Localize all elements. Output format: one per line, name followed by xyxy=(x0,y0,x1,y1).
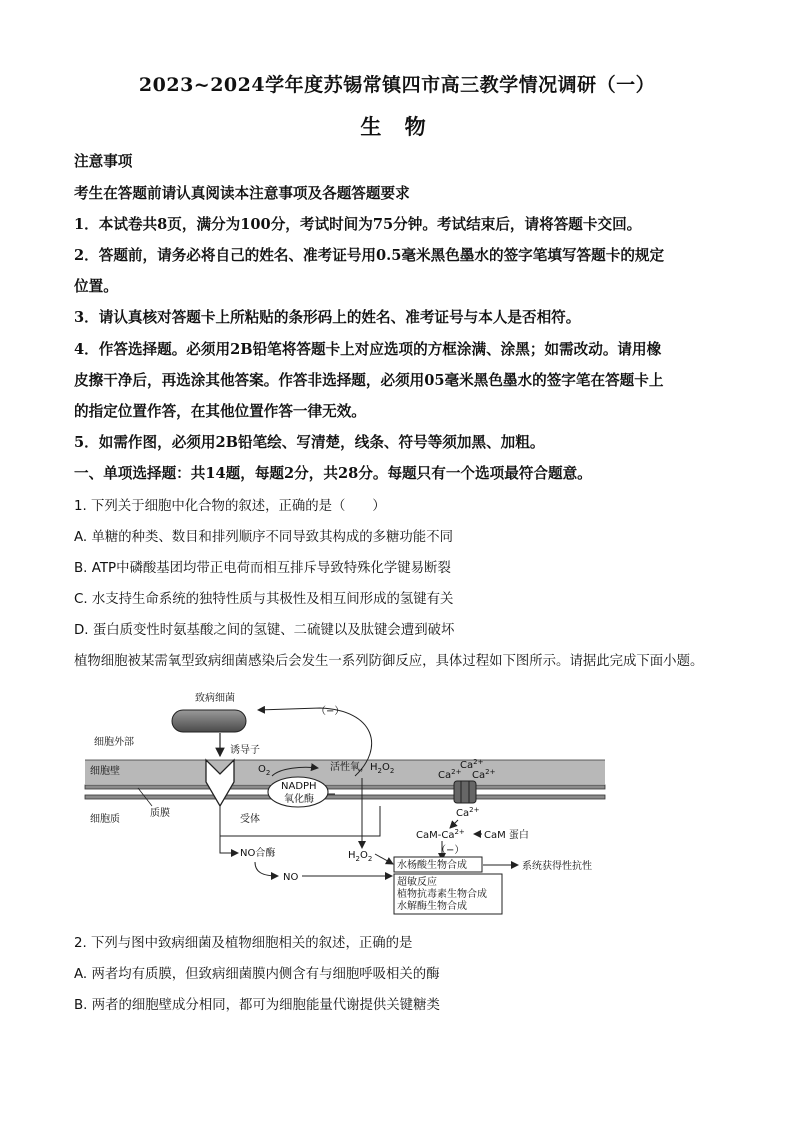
ca-top-label: $Ca^{2+}$ xyxy=(460,758,484,771)
question-1-option-b: B. ATP中磷酸基团均带正电荷而相互排斥导致特殊化学键易断裂 xyxy=(74,561,451,576)
hydrolase-label: 水解酶生物合成 xyxy=(397,901,467,912)
phytoalexin-label: 植物抗毒素生物合成 xyxy=(397,889,487,900)
notice-item: 4．作答选择题。必须用2B铅笔将答题卡上对应选项的方框涂满、涂黑；如需改动。请用橡 xyxy=(74,341,662,358)
notice-item: 3．请认真核对答题卡上所粘贴的条形码上的姓名、准考证号与本人是否相符。 xyxy=(74,309,581,326)
section-heading: 一、单项选择题：共14题，每题2分，共28分。每题只有一个选项最符合题意。 xyxy=(74,465,592,482)
exam-title: 2023~2024学年度苏锡常镇四市高三教学情况调研（一） xyxy=(138,74,656,96)
feedback-label: （−） xyxy=(316,706,345,717)
cam-ca-label: CaM-$Ca^{2+}$ xyxy=(416,828,465,841)
hr-label: 超敏反应 xyxy=(397,877,437,888)
nadph-label: NADPH xyxy=(281,781,317,792)
question-1-option-c: C. 水支持生命系统的独特性质与其极性及相互间形成的氢键有关 xyxy=(74,592,454,607)
h2o2-label: $H_2O_2$ xyxy=(348,850,373,863)
o2-label: $O_2$ xyxy=(258,764,271,777)
question-1-option-a: A. 单糖的种类、数目和排列顺序不同导致其构成的多糖功能不同 xyxy=(74,530,453,545)
membrane-label: 质膜 xyxy=(150,808,170,819)
ca-bottom-label: $Ca^{2+}$ xyxy=(456,806,480,819)
notice-item: 的指定位置作答，在其他位置作答一律无效。 xyxy=(74,403,366,420)
notice-item: 1．本试卷共8页，满分为100分，考试时间为75分钟。考试结束后，请将答题卡交回。 xyxy=(74,216,642,233)
calcium-channel-icon xyxy=(454,781,476,803)
question-1-option-d: D. 蛋白质变性时氨基酸之间的氢键、二硫键以及肽键会遭到破坏 xyxy=(74,623,455,638)
defense-pathway-diagram xyxy=(80,688,620,918)
ca-left-label: $Ca^{2+}$ xyxy=(438,768,462,781)
inhibit-label: （−） xyxy=(436,845,465,856)
cell-wall-label: 细胞壁 xyxy=(90,766,120,777)
subject-title: 生 物 xyxy=(360,114,434,139)
question-2-option-b: B. 两者的细胞壁成分相同，都可为细胞能量代谢提供关键糖类 xyxy=(74,998,440,1013)
notice-item: 皮擦干净后，再选涂其他答案。作答非选择题，必须用05毫米黑色墨水的签字笔在答题卡上 xyxy=(74,372,664,389)
context-paragraph: 植物细胞被某需氧型致病细菌感染后会发生一系列防御反应，具体过程如下图所示。请据此完成下面小题。 xyxy=(74,654,704,669)
bacterium-icon xyxy=(172,710,246,732)
question-2-stem: 2. 下列与图中致病细菌及植物细胞相关的叙述，正确的是 xyxy=(74,936,413,951)
no-synthase-label: NO合酶 xyxy=(240,848,276,859)
question-1-stem: 1. 下列关于细胞中化合物的叙述，正确的是（ ） xyxy=(74,499,386,514)
plasma-membrane-outer xyxy=(85,785,605,789)
notice-item: 2．答题前，请务必将自己的姓名、准考证号用0.5毫米黑色墨水的签字笔填写答题卡的规定 xyxy=(74,247,665,264)
ca-right-label: $Ca^{2+}$ xyxy=(472,768,496,781)
receptor-label: 受体 xyxy=(240,814,260,825)
plasma-membrane-inner xyxy=(85,795,605,799)
sa-synthesis-label: 水杨酸生物合成 xyxy=(397,860,467,871)
ros-label: 活性氧，$H_2O_2$ xyxy=(330,762,395,775)
bacterium-label: 致病细菌 xyxy=(195,693,235,704)
inducer-label: 诱导子 xyxy=(230,745,260,756)
oxidase-label: 氧化酶 xyxy=(284,794,314,805)
cam-protein-label: CaM 蛋白 xyxy=(484,830,529,841)
sar-label: 系统获得性抗性 xyxy=(522,861,592,872)
notice-item: 5．如需作图，必须用2B铅笔绘、写清楚，线条、符号等须加黑、加粗。 xyxy=(74,434,545,451)
notice-item: 位置。 xyxy=(74,278,118,295)
notice-intro: 考生在答题前请认真阅读本注意事项及各题答题要求 xyxy=(74,185,410,202)
cytoplasm-label: 细胞质 xyxy=(90,814,120,825)
question-2-option-a: A. 两者均有质膜，但致病细菌膜内侧含有与细胞呼吸相关的酶 xyxy=(74,967,440,982)
outside-label: 细胞外部 xyxy=(94,737,134,748)
no-label: NO xyxy=(283,872,299,883)
notice-heading: 注意事项 xyxy=(74,153,133,170)
